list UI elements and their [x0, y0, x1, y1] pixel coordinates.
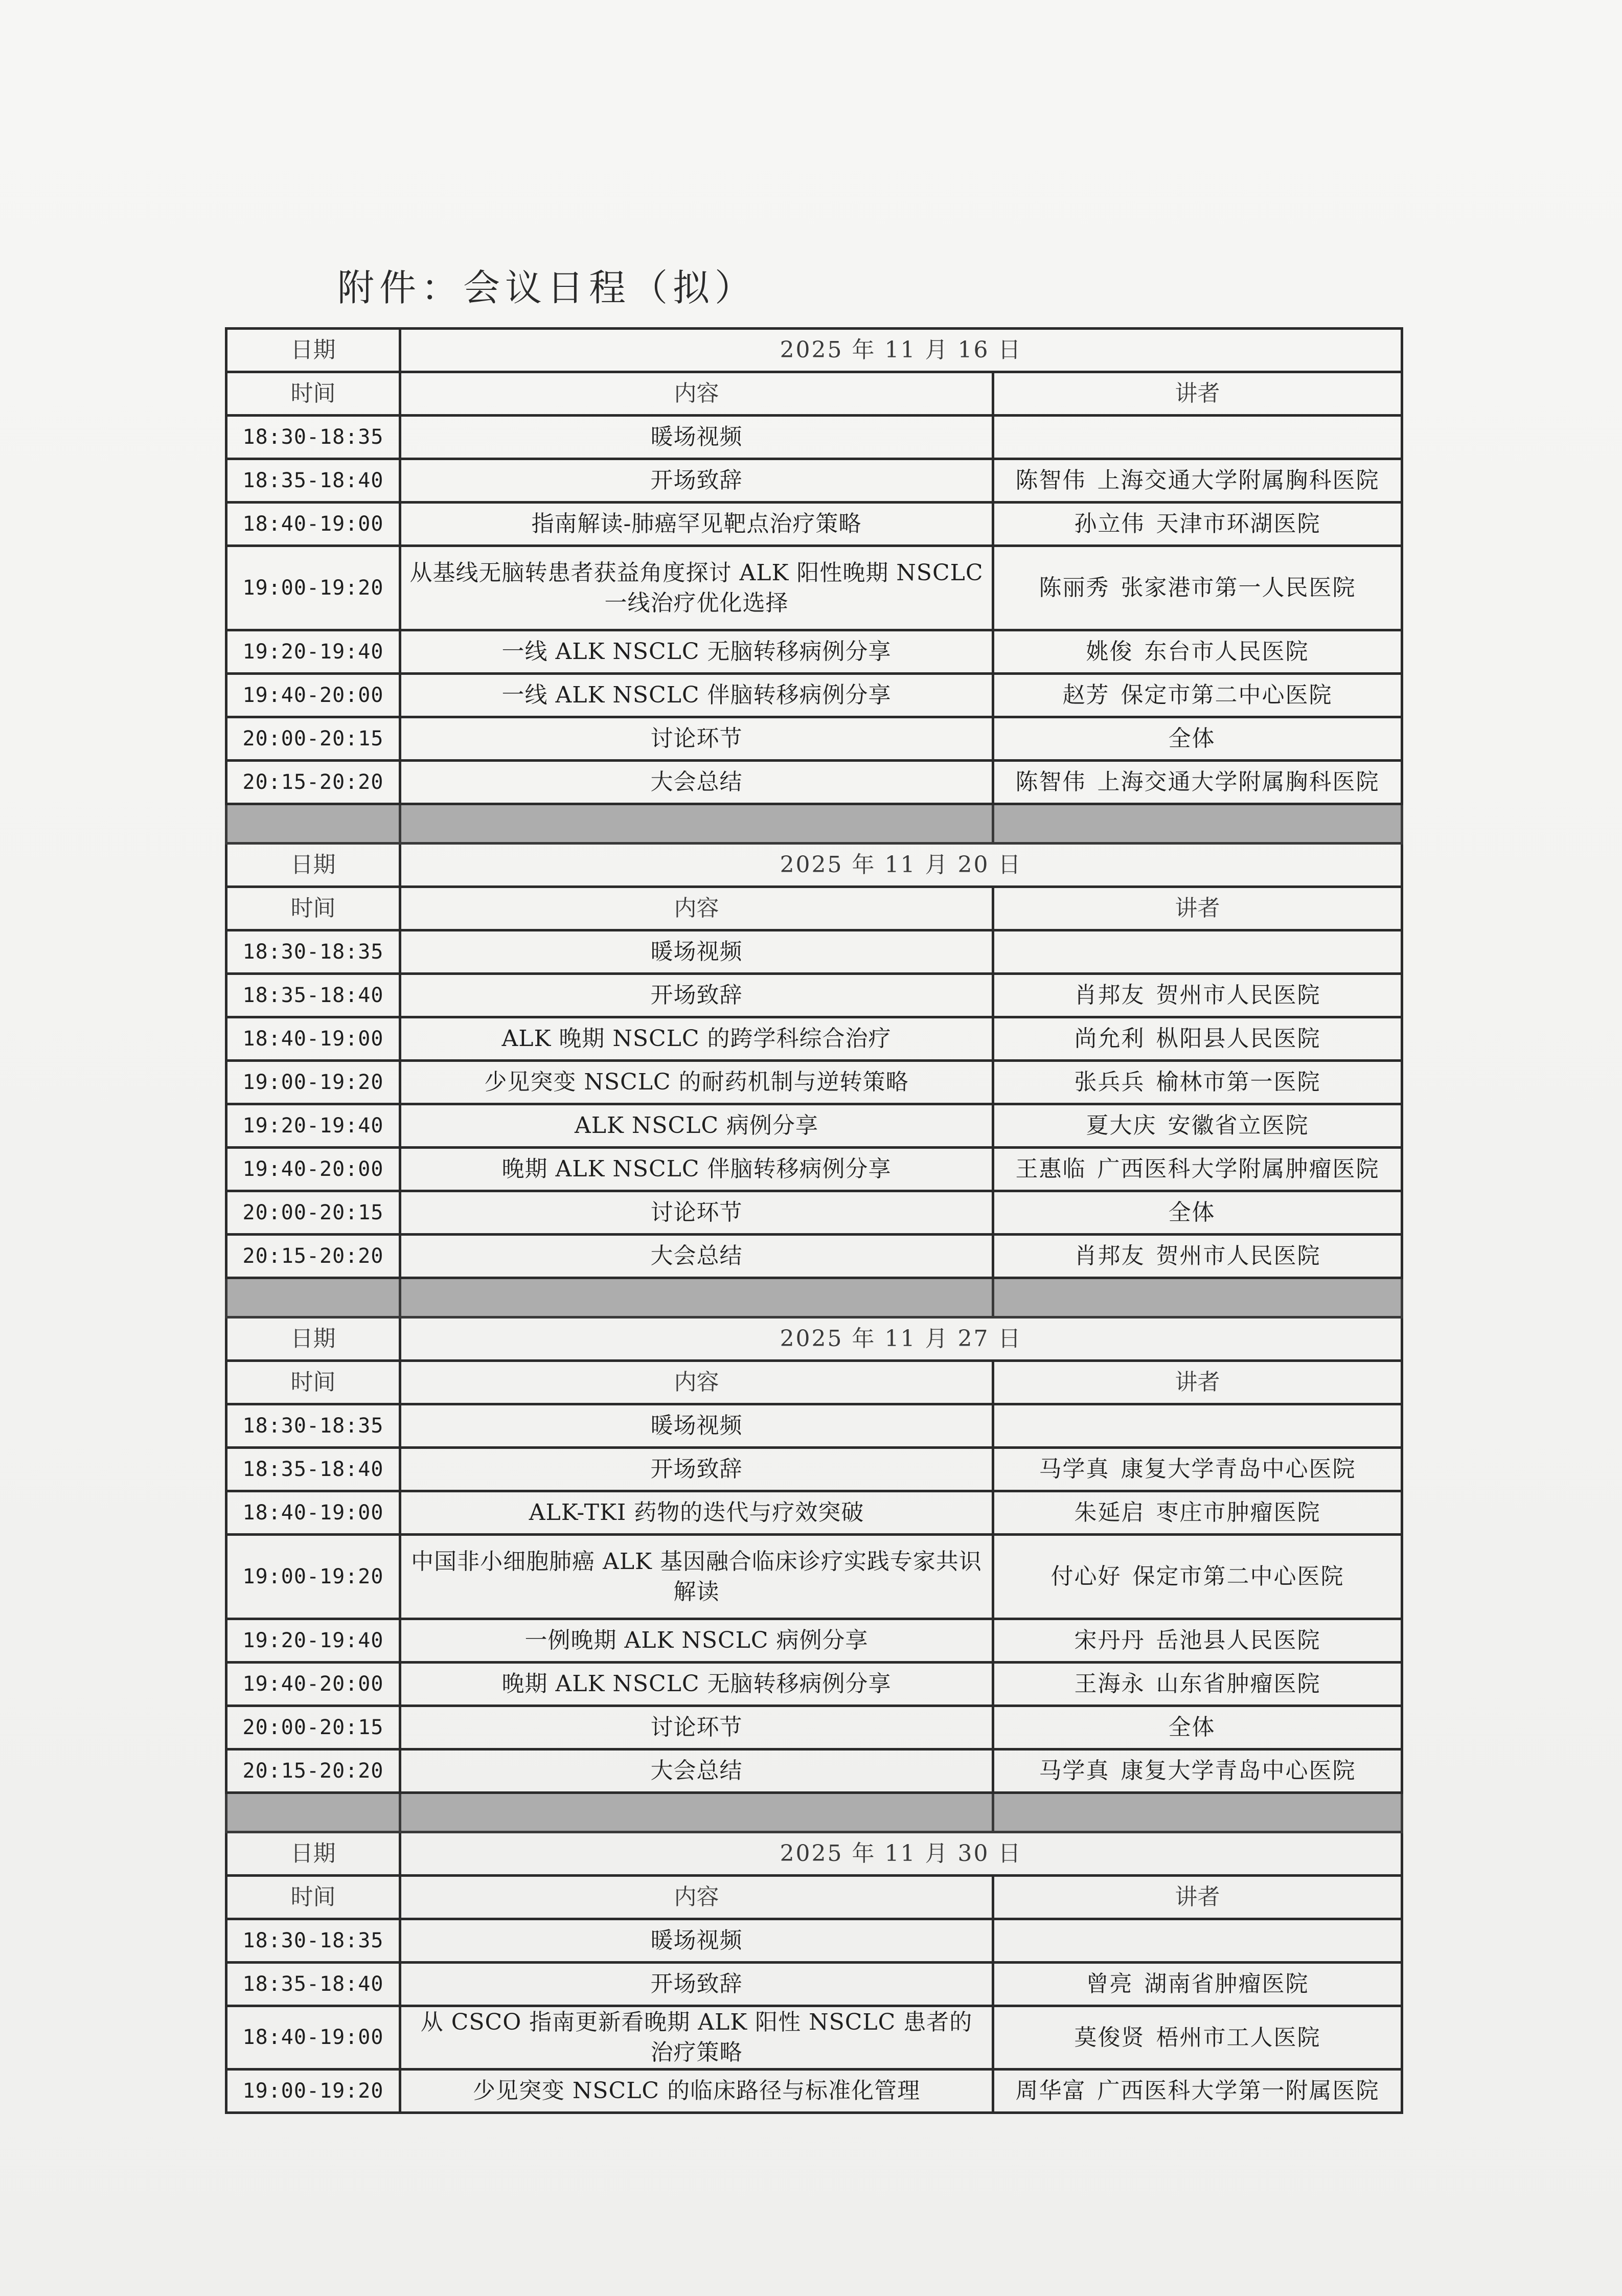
- agenda-row: [226, 1963, 1402, 2006]
- speaker-affiliation: 湖南省肿瘤医院: [1144, 1971, 1309, 1997]
- speaker-name: 全体: [1168, 1714, 1216, 1741]
- speaker-affiliation: 保定市第二中心医院: [1121, 682, 1333, 709]
- speaker: [993, 1404, 1402, 1448]
- time-slot: 19:40-20:00: [226, 674, 400, 717]
- speaker: [993, 1448, 1402, 1491]
- speaker-affiliation: 天津市环湖医院: [1156, 511, 1321, 537]
- date-label: 日期: [226, 1317, 400, 1361]
- session-date-row: [226, 1832, 1402, 1876]
- time-slot: 20:15-20:20: [226, 761, 400, 804]
- topic: 一例晚期 ALK NSCLC 病例分享: [400, 1619, 993, 1663]
- topic: 晚期 ALK NSCLC 无脑转移病例分享: [400, 1663, 993, 1706]
- speaker-affiliation: 康复大学青岛中心医院: [1121, 1758, 1356, 1784]
- agenda-row: [226, 761, 1402, 804]
- speaker: [993, 1919, 1402, 1963]
- time-slot: 19:20-19:40: [226, 1104, 400, 1148]
- speaker-name: 付心好: [1050, 1563, 1122, 1590]
- separator-cell: [226, 1793, 400, 1832]
- topic: 开场致辞: [400, 1963, 993, 2006]
- speaker-name: 夏大庆: [1086, 1112, 1157, 1139]
- speaker-name: 张兵兵: [1074, 1069, 1145, 1096]
- agenda-row: [226, 1535, 1402, 1619]
- topic: 从基线无脑转患者获益角度探讨 ALK 阳性晚期 NSCLC 一线治疗优化选择: [400, 546, 993, 630]
- time-slot: 18:40-19:00: [226, 1491, 400, 1535]
- speaker-name: 姚俊: [1086, 639, 1133, 665]
- time-slot: 18:35-18:40: [226, 459, 400, 503]
- speaker-affiliation: 上海交通大学附属胸科医院: [1097, 769, 1380, 795]
- agenda-row: [226, 1663, 1402, 1706]
- speaker: [993, 1235, 1402, 1278]
- time-slot: 19:40-20:00: [226, 1148, 400, 1191]
- time-slot: 20:00-20:15: [226, 717, 400, 761]
- speaker: [993, 1706, 1402, 1749]
- speaker-name: 陈智伟: [1015, 467, 1086, 494]
- speaker-name: 全体: [1168, 1199, 1216, 1226]
- topic: 开场致辞: [400, 1448, 993, 1491]
- speaker-name: 赵芳: [1062, 682, 1110, 709]
- speaker-name: 肖邦友: [1074, 1243, 1145, 1269]
- agenda-row: [226, 1706, 1402, 1749]
- agenda-row: [226, 1104, 1402, 1148]
- topic: ALK NSCLC 病例分享: [400, 1104, 993, 1148]
- separator-cell: [993, 1278, 1402, 1317]
- speaker: [993, 930, 1402, 974]
- session-separator: [226, 1793, 1402, 1832]
- time-slot: 19:40-20:00: [226, 1663, 400, 1706]
- time-slot: 18:35-18:40: [226, 1448, 400, 1491]
- date-label: 日期: [226, 329, 400, 372]
- speaker-header: 讲者: [993, 1876, 1402, 1919]
- agenda-row: [226, 1448, 1402, 1491]
- time-header: 时间: [226, 1876, 400, 1919]
- speaker-name: 马学真: [1039, 1456, 1110, 1483]
- column-header-row: [226, 1876, 1402, 1919]
- speaker-name: 全体: [1168, 725, 1216, 752]
- topic: 暖场视频: [400, 930, 993, 974]
- session-separator: [226, 804, 1402, 844]
- speaker-affiliation: 枣庄市肿瘤医院: [1156, 1499, 1321, 1526]
- agenda-row: [226, 1235, 1402, 1278]
- speaker: [993, 1148, 1402, 1191]
- speaker-header: 讲者: [993, 372, 1402, 416]
- speaker: [993, 1749, 1402, 1793]
- time-slot: 19:20-19:40: [226, 1619, 400, 1663]
- speaker-name: 尚允利: [1074, 1026, 1145, 1052]
- speaker-affiliation: 广西医科大学第一附属医院: [1097, 2078, 1380, 2104]
- agenda-row: [226, 630, 1402, 674]
- content-header: 内容: [400, 1876, 993, 1919]
- speaker-header: 讲者: [993, 1361, 1402, 1404]
- agenda-row: [226, 1148, 1402, 1191]
- speaker: [993, 1061, 1402, 1104]
- speaker-name: 周华富: [1015, 2078, 1086, 2104]
- agenda-row: [226, 930, 1402, 974]
- speaker: [993, 416, 1402, 459]
- content-header: 内容: [400, 372, 993, 416]
- agenda-row: [226, 1491, 1402, 1535]
- speaker: [993, 1619, 1402, 1663]
- agenda-row: [226, 1749, 1402, 1793]
- separator-cell: [226, 804, 400, 844]
- separator-cell: [226, 1278, 400, 1317]
- speaker-affiliation: 广西医科大学附属肿瘤医院: [1097, 1156, 1380, 1183]
- time-slot: 20:15-20:20: [226, 1235, 400, 1278]
- speaker-name: 朱延启: [1074, 1499, 1145, 1526]
- topic: 少见突变 NSCLC 的临床路径与标准化管理: [400, 2069, 993, 2112]
- agenda-row: [226, 1919, 1402, 1963]
- agenda-table: [225, 327, 1403, 2114]
- session-date-row: [226, 1317, 1402, 1361]
- session-date: 2025 年 11 月 20 日: [400, 844, 1402, 887]
- topic: 一线 ALK NSCLC 伴脑转移病例分享: [400, 674, 993, 717]
- topic: 大会总结: [400, 761, 993, 804]
- speaker: [993, 459, 1402, 503]
- speaker-name: 陈丽秀: [1039, 575, 1110, 601]
- topic: 开场致辞: [400, 974, 993, 1017]
- time-slot: 20:15-20:20: [226, 1749, 400, 1793]
- speaker-affiliation: 山东省肿瘤医院: [1156, 1671, 1321, 1697]
- separator-cell: [993, 1793, 1402, 1832]
- time-slot: 18:40-19:00: [226, 503, 400, 546]
- agenda-row: [226, 503, 1402, 546]
- speaker-affiliation: 保定市第二中心医院: [1132, 1563, 1344, 1590]
- speaker: [993, 974, 1402, 1017]
- topic: ALK-TKI 药物的迭代与疗效突破: [400, 1491, 993, 1535]
- speaker: [993, 761, 1402, 804]
- agenda-row: [226, 416, 1402, 459]
- agenda-row: [226, 1061, 1402, 1104]
- speaker-affiliation: 上海交通大学附属胸科医院: [1097, 467, 1380, 494]
- time-slot: 18:30-18:35: [226, 1919, 400, 1963]
- time-slot: 19:00-19:20: [226, 1061, 400, 1104]
- time-slot: 20:00-20:15: [226, 1706, 400, 1749]
- agenda-row: [226, 1404, 1402, 1448]
- topic: ALK 晚期 NSCLC 的跨学科综合治疗: [400, 1017, 993, 1061]
- speaker: [993, 2069, 1402, 2112]
- topic: 暖场视频: [400, 416, 993, 459]
- session-date: 2025 年 11 月 16 日: [400, 329, 1402, 372]
- topic: 讨论环节: [400, 1191, 993, 1235]
- date-label: 日期: [226, 844, 400, 887]
- speaker: [993, 1191, 1402, 1235]
- session-separator: [226, 1278, 1402, 1317]
- agenda-row: [226, 546, 1402, 630]
- speaker-name: 王惠临: [1015, 1156, 1086, 1183]
- time-slot: 19:20-19:40: [226, 630, 400, 674]
- time-header: 时间: [226, 887, 400, 930]
- session-date: 2025 年 11 月 30 日: [400, 1832, 1402, 1876]
- topic: 晚期 ALK NSCLC 伴脑转移病例分享: [400, 1148, 993, 1191]
- agenda-row: [226, 974, 1402, 1017]
- agenda-row: [226, 1619, 1402, 1663]
- topic: 开场致辞: [400, 459, 993, 503]
- speaker: [993, 1535, 1402, 1619]
- speaker-affiliation: 岳池县人民医院: [1156, 1627, 1321, 1654]
- speaker-name: 陈智伟: [1015, 769, 1086, 795]
- speaker-affiliation: 榆林市第一医院: [1156, 1069, 1321, 1096]
- topic: 一线 ALK NSCLC 无脑转移病例分享: [400, 630, 993, 674]
- topic: 暖场视频: [400, 1919, 993, 1963]
- time-slot: 18:30-18:35: [226, 1404, 400, 1448]
- speaker-name: 王海永: [1074, 1671, 1145, 1697]
- topic: 讨论环节: [400, 717, 993, 761]
- time-slot: 18:40-19:00: [226, 1017, 400, 1061]
- speaker-header: 讲者: [993, 887, 1402, 930]
- speaker: [993, 1017, 1402, 1061]
- speaker-name: 宋丹丹: [1074, 1627, 1145, 1654]
- agenda-row: [226, 459, 1402, 503]
- agenda-row: [226, 1017, 1402, 1061]
- time-slot: 20:00-20:15: [226, 1191, 400, 1235]
- speaker-affiliation: 枞阳县人民医院: [1156, 1026, 1321, 1052]
- separator-cell: [993, 804, 1402, 844]
- speaker-affiliation: 康复大学青岛中心医院: [1121, 1456, 1356, 1483]
- speaker: [993, 2006, 1402, 2070]
- session-date-row: [226, 329, 1402, 372]
- agenda-row: [226, 2006, 1402, 2070]
- speaker: [993, 503, 1402, 546]
- topic: 大会总结: [400, 1235, 993, 1278]
- time-slot: 19:00-19:20: [226, 546, 400, 630]
- topic: 指南解读-肺癌罕见靶点治疗策略: [400, 503, 993, 546]
- document-title: 附件：会议日程（拟）: [337, 266, 757, 309]
- column-header-row: [226, 887, 1402, 930]
- column-header-row: [226, 1361, 1402, 1404]
- speaker-name: 曾亮: [1086, 1971, 1133, 1997]
- speaker-affiliation: 安徽省立医院: [1168, 1112, 1309, 1139]
- time-header: 时间: [226, 1361, 400, 1404]
- time-slot: 18:40-19:00: [226, 2006, 400, 2070]
- speaker: [993, 1491, 1402, 1535]
- separator-cell: [400, 1793, 993, 1832]
- speaker: [993, 546, 1402, 630]
- speaker-name: 莫俊贤: [1074, 2024, 1145, 2051]
- speaker-affiliation: 梧州市工人医院: [1156, 2024, 1321, 2051]
- topic: 从 CSCO 指南更新看晚期 ALK 阳性 NSCLC 患者的治疗策略: [400, 2006, 993, 2070]
- separator-cell: [400, 804, 993, 844]
- speaker: [993, 1104, 1402, 1148]
- speaker-affiliation: 东台市人民医院: [1144, 639, 1309, 665]
- speaker-affiliation: 张家港市第一人民医院: [1121, 575, 1356, 601]
- time-slot: 18:30-18:35: [226, 930, 400, 974]
- column-header-row: [226, 372, 1402, 416]
- speaker: [993, 1963, 1402, 2006]
- separator-cell: [400, 1278, 993, 1317]
- agenda-row: [226, 1191, 1402, 1235]
- agenda-row: [226, 674, 1402, 717]
- content-header: 内容: [400, 1361, 993, 1404]
- time-slot: 18:35-18:40: [226, 1963, 400, 2006]
- speaker-name: 马学真: [1039, 1758, 1110, 1784]
- speaker-affiliation: 贺州市人民医院: [1156, 982, 1321, 1009]
- session-date-row: [226, 844, 1402, 887]
- topic: 暖场视频: [400, 1404, 993, 1448]
- speaker-name: 孙立伟: [1074, 511, 1145, 537]
- session-date: 2025 年 11 月 27 日: [400, 1317, 1402, 1361]
- time-header: 时间: [226, 372, 400, 416]
- topic: 少见突变 NSCLC 的耐药机制与逆转策略: [400, 1061, 993, 1104]
- speaker-affiliation: 贺州市人民医院: [1156, 1243, 1321, 1269]
- time-slot: 19:00-19:20: [226, 1535, 400, 1619]
- topic: 中国非小细胞肺癌 ALK 基因融合临床诊疗实践专家共识解读: [400, 1535, 993, 1619]
- speaker: [993, 1663, 1402, 1706]
- speaker: [993, 717, 1402, 761]
- speaker: [993, 630, 1402, 674]
- time-slot: 18:30-18:35: [226, 416, 400, 459]
- topic: 大会总结: [400, 1749, 993, 1793]
- speaker-name: 肖邦友: [1074, 982, 1145, 1009]
- time-slot: 19:00-19:20: [226, 2069, 400, 2112]
- agenda-row: [226, 2069, 1402, 2112]
- date-label: 日期: [226, 1832, 400, 1876]
- content-header: 内容: [400, 887, 993, 930]
- agenda-row: [226, 717, 1402, 761]
- time-slot: 18:35-18:40: [226, 974, 400, 1017]
- speaker: [993, 674, 1402, 717]
- topic: 讨论环节: [400, 1706, 993, 1749]
